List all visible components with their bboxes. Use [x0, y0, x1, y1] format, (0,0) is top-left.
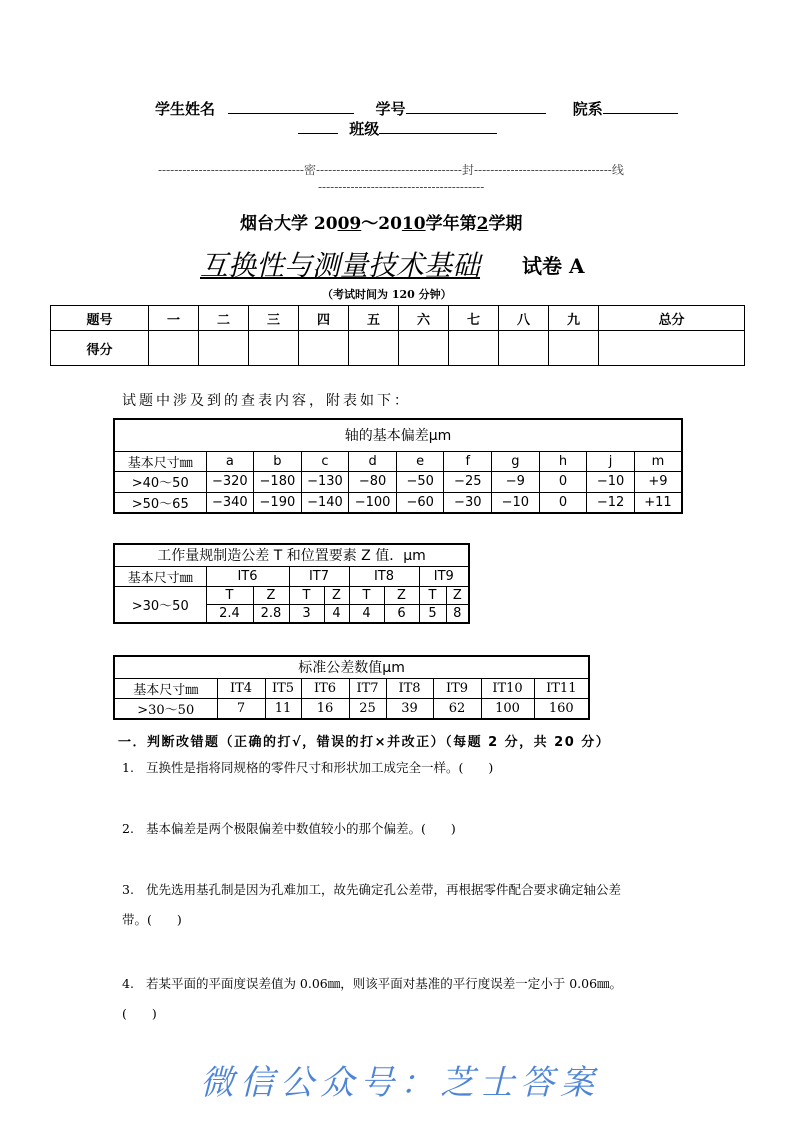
- table-cell: −10: [587, 471, 635, 492]
- table-cell: >50～65: [114, 492, 206, 513]
- score-header: 二: [199, 306, 249, 331]
- seal-line: ------------------------------------密------------------------------------封----------------------------------线: [158, 163, 624, 177]
- table-header: IT11: [534, 678, 589, 698]
- name-label: 学生姓名: [155, 100, 216, 118]
- gauge-tolerance-table: [113, 543, 470, 624]
- xuenian: 学年第: [425, 214, 477, 234]
- table-cell: 25: [349, 698, 386, 719]
- question-text: 基本偏差是两个极限偏差中数值较小的那个偏差。( ): [145, 821, 456, 836]
- score-cell[interactable]: [299, 331, 349, 366]
- score-cell[interactable]: [549, 331, 599, 366]
- table-header: e: [396, 451, 444, 471]
- table-cell: 0: [539, 492, 587, 513]
- dept-field-cont: [298, 119, 338, 134]
- question-text: 若某平面的平面度误差值为 0.06㎜，则该平面对基准的平行度误差一定小于 0.06㎜。: [145, 976, 623, 991]
- question-item: [122, 819, 456, 837]
- tz-header: T: [349, 586, 384, 604]
- table-cell: −30: [444, 492, 492, 513]
- score-header: 九: [549, 306, 599, 331]
- table-cell: −100: [349, 492, 397, 513]
- table-cell: −80: [349, 471, 397, 492]
- table-header: IT5: [265, 678, 301, 698]
- score-cell[interactable]: [249, 331, 299, 366]
- question-item: [122, 880, 621, 898]
- seal-feng: 封: [461, 163, 474, 177]
- table-cell: +9: [634, 471, 682, 492]
- table-header: IT8: [386, 678, 433, 698]
- table-title: 工作量规制造公差 T 和位置要素 Z 值．µm: [114, 544, 469, 566]
- table-cell: −25: [444, 471, 492, 492]
- table-header: IT10: [481, 678, 534, 698]
- grade-header: IT8: [349, 566, 419, 586]
- dept-field[interactable]: [603, 99, 678, 114]
- year1: 09: [337, 214, 362, 234]
- paper-label: 试卷 A: [522, 254, 585, 278]
- score-table: [50, 305, 745, 366]
- question-text-cont: ( ): [122, 1006, 157, 1021]
- table-cell: 39: [386, 698, 433, 719]
- score-header: 一: [149, 306, 199, 331]
- exam-time: （考试时间为 120 分钟）: [322, 288, 452, 301]
- score-cell[interactable]: [399, 331, 449, 366]
- table-header: g: [492, 451, 540, 471]
- table-header: d: [349, 451, 397, 471]
- score-row-label: 得分: [51, 331, 149, 366]
- table-cell: −130: [301, 471, 349, 492]
- score-header: 题号: [51, 306, 149, 331]
- table-cell: 3: [289, 604, 324, 623]
- table-cell: >30～50: [114, 698, 217, 719]
- question-text-cont: 带。( ): [122, 912, 182, 927]
- question-item: [122, 758, 493, 776]
- id-field[interactable]: [406, 99, 546, 114]
- tz-header: Z: [253, 586, 289, 604]
- score-cell[interactable]: [199, 331, 249, 366]
- course-title: 互换性与测量技术基础: [200, 249, 481, 282]
- student-info-line: [155, 98, 678, 119]
- score-header: 五: [349, 306, 399, 331]
- table-header: 基本尺寸㎜: [114, 451, 206, 471]
- table-header: IT6: [301, 678, 349, 698]
- tz-header: Z: [446, 586, 469, 604]
- table-cell: 0: [539, 471, 587, 492]
- score-cell[interactable]: [499, 331, 549, 366]
- table-cell: 4: [324, 604, 349, 623]
- basic-deviation-table: [113, 418, 683, 514]
- question-text: 互换性是指将同规格的零件尺寸和形状加工成完全一样。( ): [145, 760, 494, 775]
- term: 2: [476, 214, 489, 234]
- table-cell: 16: [301, 698, 349, 719]
- section-1-heading: 一．判断改错题（正确的打√，错误的打×并改正）（每题 2 分，共 20 分）: [118, 735, 611, 750]
- class-label: 班级: [349, 120, 380, 138]
- tz-header: T: [289, 586, 324, 604]
- table-cell: 62: [433, 698, 481, 719]
- question-text: 优先选用基孔制是因为孔难加工，故先确定孔公差带，再根据零件配合要求确定轴公差: [145, 882, 621, 897]
- table-header: m: [634, 451, 682, 471]
- table-cell: 6: [384, 604, 419, 623]
- name-field[interactable]: [228, 99, 354, 114]
- table-title: 轴的基本偏差µm: [114, 419, 682, 451]
- table-cell: −320: [206, 471, 254, 492]
- grade-header: IT6: [206, 566, 289, 586]
- question-number: 2.: [122, 821, 134, 836]
- table-cell: 11: [265, 698, 301, 719]
- seal-mi: 密: [303, 163, 316, 177]
- table-cell: −60: [396, 492, 444, 513]
- question-number: 1.: [122, 760, 134, 775]
- tz-header: T: [419, 586, 446, 604]
- standard-tolerance-table: [113, 655, 590, 720]
- score-cell[interactable]: [149, 331, 199, 366]
- seal-xian: 线: [611, 163, 624, 177]
- score-header: 七: [449, 306, 499, 331]
- table-cell: >40～50: [114, 471, 206, 492]
- grade-header: IT9: [419, 566, 469, 586]
- table-cell: −10: [492, 492, 540, 513]
- table-cell: 5: [419, 604, 446, 623]
- exam-term: [240, 209, 522, 234]
- uni: 烟台大学 20: [240, 214, 338, 234]
- score-header: 总分: [599, 306, 745, 331]
- question-item: [122, 974, 622, 992]
- grade-header: IT7: [289, 566, 349, 586]
- year2: 10: [401, 214, 426, 234]
- score-cell[interactable]: [349, 331, 399, 366]
- table-header: IT9: [433, 678, 481, 698]
- table-cell: −190: [254, 492, 302, 513]
- table-cell: 7: [217, 698, 265, 719]
- table-header: 基本尺寸㎜: [114, 678, 217, 698]
- size-cell: >30～50: [114, 586, 206, 623]
- table-cell: −12: [587, 492, 635, 513]
- table-header: IT7: [349, 678, 386, 698]
- table-header: a: [206, 451, 254, 471]
- score-header: 三: [249, 306, 299, 331]
- watermark: 微信公众号：芝士答案: [200, 1063, 600, 1103]
- dept-label: 院系: [572, 100, 603, 118]
- id-label: 学号: [375, 100, 406, 118]
- table-cell: 4: [349, 604, 384, 623]
- class-field[interactable]: [379, 119, 497, 134]
- score-header: 八: [499, 306, 549, 331]
- table-cell: −340: [206, 492, 254, 513]
- score-cell[interactable]: [449, 331, 499, 366]
- class-line: [298, 118, 497, 139]
- table-row: [114, 492, 682, 513]
- table-cell: −140: [301, 492, 349, 513]
- table-header: IT4: [217, 678, 265, 698]
- table-header: 基本尺寸㎜: [114, 566, 206, 586]
- table-cell: 2.4: [206, 604, 253, 623]
- table-header: c: [301, 451, 349, 471]
- question-number: 4.: [122, 976, 134, 991]
- table-header: j: [587, 451, 635, 471]
- tilde: ～20: [361, 214, 402, 234]
- seal-line-cont: -----------------------------------------: [318, 180, 485, 194]
- tz-header: Z: [384, 586, 419, 604]
- table-cell: 160: [534, 698, 589, 719]
- score-header: 六: [399, 306, 449, 331]
- score-cell[interactable]: [599, 331, 745, 366]
- tz-header: T: [206, 586, 253, 604]
- table-cell: 8: [446, 604, 469, 623]
- table-title: 标准公差数值µm: [114, 656, 589, 678]
- table-header: h: [539, 451, 587, 471]
- intro-text: 试题中涉及到的查表内容，附表如下：: [122, 393, 411, 409]
- table-header: f: [444, 451, 492, 471]
- table-cell: 100: [481, 698, 534, 719]
- table-cell: −9: [492, 471, 540, 492]
- table-cell: −180: [254, 471, 302, 492]
- table-cell: −50: [396, 471, 444, 492]
- table-row: [114, 471, 682, 492]
- table-header: b: [254, 451, 302, 471]
- tz-header: Z: [324, 586, 349, 604]
- score-header: 四: [299, 306, 349, 331]
- xueqi: 学期: [488, 214, 523, 234]
- table-cell: +11: [634, 492, 682, 513]
- question-number: 3.: [122, 882, 134, 897]
- table-cell: 2.8: [253, 604, 289, 623]
